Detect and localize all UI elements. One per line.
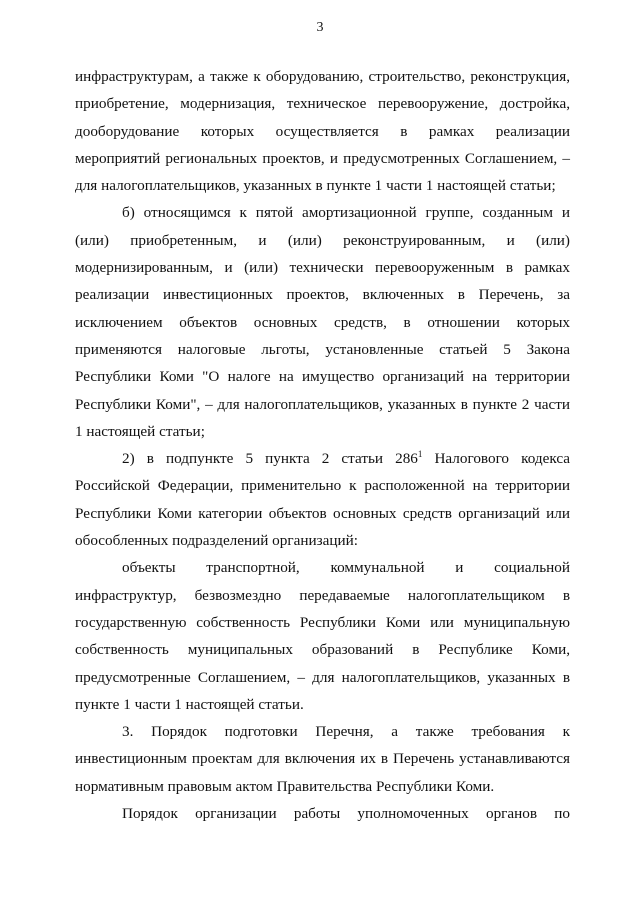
text-line: реализации инвестиционных проектов, включенных в Перечень, за (75, 286, 570, 304)
text-line: предусмотренные Соглашением, – для налогоплательщиков, указанных в (75, 668, 570, 686)
text-line: 3. Порядок подготовки Перечня, а также требования к (122, 723, 570, 741)
text-line: инфраструктурам, а также к оборудованию, строительство, реконструкция, (75, 68, 570, 85)
text-line: обособленных подразделений организаций: (75, 532, 358, 550)
text-line: для налогоплательщиков, указанных в пункте 1 части 1 настоящей статьи; (75, 177, 556, 195)
page-number: 3 (316, 20, 324, 35)
superscript: 1 (417, 449, 423, 460)
text-line: (или) приобретенным, и (или) реконструированным, и (или) (75, 231, 570, 249)
paragraph-item-b (75, 199, 570, 445)
text-line: модернизированным, и (или) технически перевооруженным в рамках (75, 259, 570, 277)
text-line: Российской Федерации, применительно к расположенной на территории (75, 477, 570, 495)
text-run: 2) в подпункте 5 пункта 2 статьи 286 (122, 450, 418, 468)
text-line: приобретение, модернизация, техническое перевооружение, достройка, (75, 95, 570, 113)
text-line: дооборудование которых осуществляется в рамках реализации (75, 122, 570, 140)
text-line (75, 445, 570, 472)
text-line: государственную собственность Республики Коми или муниципальную (75, 613, 570, 631)
text-line: собственность муниципальных образований в Республике Коми, (75, 641, 570, 659)
text-line: объекты транспортной, коммунальной и социальной (122, 559, 570, 577)
text-line: мероприятий региональных проектов, и предусмотренных Соглашением, – (75, 149, 570, 167)
paragraph-objects (75, 554, 570, 718)
text-line: инвестиционным проектам для включения их в Перечень устанавливаются (75, 750, 570, 768)
text-line: Республики Коми "О налоге на имущество организаций на территории (75, 368, 570, 386)
paragraph-order (75, 800, 570, 827)
text-run: Налогового кодекса (422, 450, 570, 468)
text-line: пункте 1 части 1 настоящей статьи. (75, 695, 304, 713)
text-line: 1 настоящей статьи; (75, 422, 205, 440)
text-line: Порядок организации работы уполномоченных органов по (122, 805, 570, 823)
paragraph-item-3 (75, 718, 570, 800)
paragraph-continuation (75, 63, 570, 199)
paragraph-item-2 (75, 445, 570, 554)
text-line: нормативным правовым актом Правительства Республики Коми. (75, 777, 495, 795)
text-line: применяются налоговые льготы, установленные статьей 5 Закона (75, 340, 570, 358)
text-line: Республики Коми", – для налогоплательщиков, указанных в пункте 2 части (75, 395, 570, 413)
text-line: б) относящимся к пятой амортизационной группе, созданным и (122, 204, 570, 222)
text-line: исключением объектов основных средств, в отношении которых (75, 313, 570, 331)
text-line: Республики Коми категории объектов основных средств организаций или (75, 504, 570, 522)
text-line: инфраструктур, безвозмездно передаваемые налогоплательщиком в (75, 586, 570, 604)
document-body (75, 63, 570, 827)
